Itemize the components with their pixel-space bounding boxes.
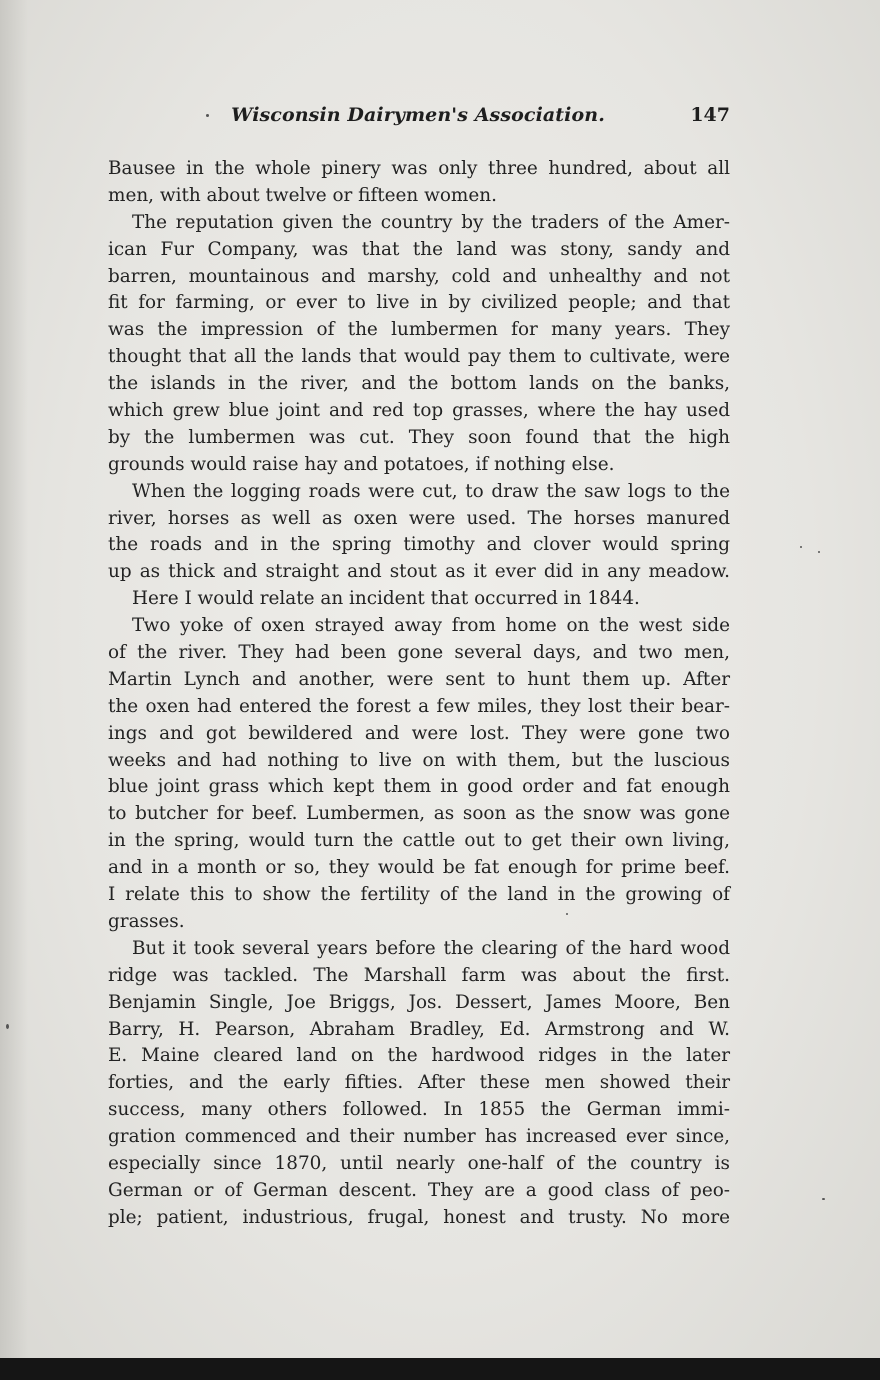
text-line: especially since 1870, until nearly one-half of the country is: [108, 1152, 730, 1174]
text-line: ridge was tackled. The Marshall farm was about the first.: [108, 964, 730, 986]
scan-speck: [800, 546, 802, 548]
text-line: fit for farming, or ever to live in by civilized people; and that: [108, 292, 730, 314]
text-line: gration commenced and their number has increased ever since,: [108, 1126, 730, 1148]
scan-speck: [6, 1024, 9, 1029]
body-text: [108, 156, 730, 1232]
text-line: up as thick and straight and stout as it ever did in any meadow.: [108, 561, 730, 583]
text-line: Benjamin Single, Joe Briggs, Jos. Dessert, James Moore, Ben: [108, 991, 730, 1013]
page-number: 147: [690, 104, 730, 126]
text-line: grounds would raise hay and potatoes, if nothing else.: [108, 453, 615, 475]
page-header: [108, 104, 730, 134]
text-line: Martin Lynch and another, were sent to hunt them up. After: [108, 668, 730, 690]
binding-shadow: [0, 0, 28, 1380]
text-line: Barry, H. Pearson, Abraham Bradley, Ed. Armstrong and W.: [108, 1018, 730, 1040]
text-line: forties, and the early fifties. After these men showed their: [108, 1072, 730, 1094]
text-line: by the lumbermen was cut. They soon found that the high: [108, 426, 730, 448]
text-line: the roads and in the spring timothy and clover would spring: [108, 534, 730, 556]
text-line: river, horses as well as oxen were used. The horses manured: [108, 507, 730, 529]
text-line: in the spring, would turn the cattle out to get their own living,: [108, 830, 730, 852]
text-line: the islands in the river, and the bottom lands on the banks,: [108, 373, 730, 395]
text-line: barren, mountainous and marshy, cold and unhealthy and not: [108, 265, 730, 287]
text-line: success, many others followed. In 1855 the German immi-: [108, 1099, 730, 1121]
scan-speck: [206, 114, 209, 117]
text-line: E. Maine cleared land on the hardwood ridges in the later: [108, 1045, 730, 1067]
scan-speck: [566, 913, 568, 915]
text-line: ican Fur Company, was that the land was stony, sandy and: [108, 238, 730, 260]
scan-speck: [822, 1198, 825, 1200]
scan-speck: [818, 551, 820, 553]
text-line: ings and got bewildered and were lost. They were gone two: [108, 722, 730, 744]
text-line: the oxen had entered the forest a few miles, they lost their bear-: [108, 695, 730, 717]
text-line: to butcher for beef. Lumbermen, as soon as the snow was gone: [108, 803, 730, 825]
text-line: The reputation given the country by the traders of the Amer-: [132, 211, 730, 233]
text-line: blue joint grass which kept them in good order and fat enough: [108, 776, 730, 798]
text-line: weeks and had nothing to live on with them, but the luscious: [108, 749, 730, 771]
text-line: which grew blue joint and red top grasses, where the hay used: [108, 400, 730, 422]
text-line: German or of German descent. They are a good class of peo-: [108, 1179, 730, 1201]
text-line: Bausee in the whole pinery was only three hundred, about all: [108, 158, 730, 179]
text-line: Two yoke of oxen strayed away from home on the west side: [132, 615, 730, 637]
text-line: grasses.: [108, 910, 185, 932]
text-line: Here I would relate an incident that occurred in 1844.: [132, 588, 640, 610]
text-line: When the logging roads were cut, to draw the saw logs to the: [132, 480, 730, 502]
running-head: Wisconsin Dairymen's Association.: [231, 104, 605, 126]
text-line: thought that all the lands that would pay them to cultivate, were: [108, 346, 730, 368]
text-line: and in a month or so, they would be fat enough for prime beef.: [108, 857, 730, 879]
text-line: But it took several years before the clearing of the hard wood: [132, 937, 730, 959]
text-line: of the river. They had been gone several days, and two men,: [108, 642, 730, 664]
text-line: I relate this to show the fertility of the land in the growing of: [108, 884, 730, 906]
scan-border: [0, 1358, 880, 1380]
text-line: ple; patient, industrious, frugal, honest and trusty. No more: [108, 1206, 730, 1228]
text-line: was the impression of the lumbermen for many years. They: [108, 319, 730, 341]
text-line: men, with about twelve or fifteen women.: [108, 184, 497, 206]
